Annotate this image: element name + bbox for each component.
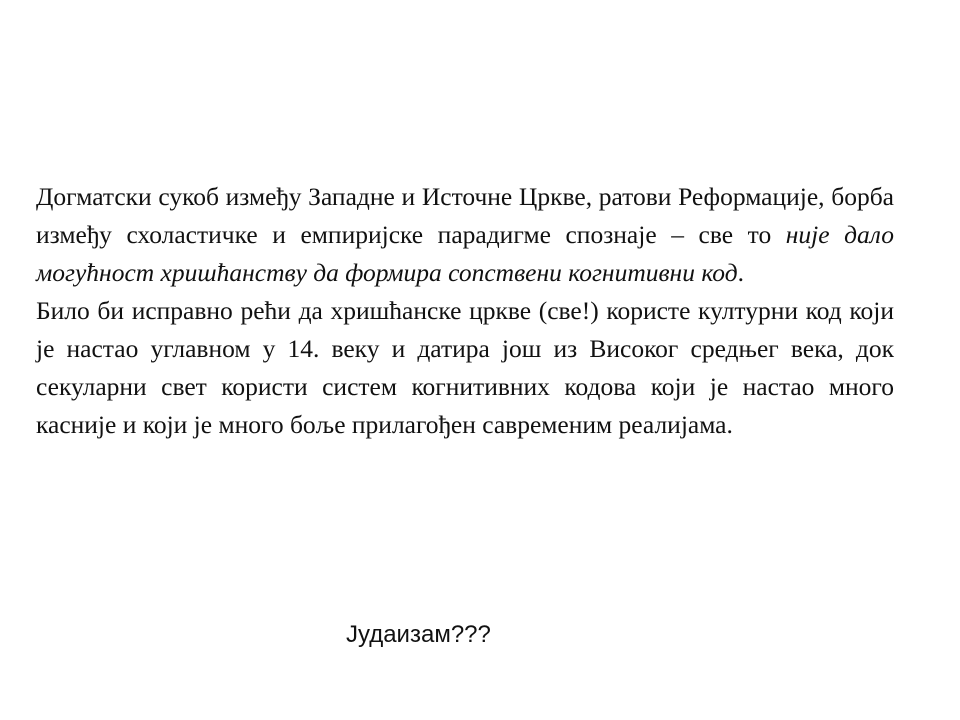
- slide-body-text: [36, 178, 894, 444]
- footnote-question: Јудаизам???: [346, 621, 491, 648]
- paragraph-1-end: .: [737, 258, 744, 287]
- paragraph-1-italic: није дало могућност хришћанству да формира сопствени когнитивни код: [36, 220, 894, 287]
- paragraph-1-plain: Догматски сукоб између Западне и Источне Цркве, ратови Реформације, борба између схоластичке и емпиријске парадигме спознаје – све то: [36, 182, 894, 249]
- paragraph-1: [36, 178, 894, 292]
- paragraph-2: Било би исправно рећи да хришћанске цркве (све!) користе културни код који је настао углавном у 14. веку и датира још из Високог средњег века, док секуларни свет користи систем когнитивних кодова који је настао много касније и који је много боље прилагођен савременим реалијама.: [36, 296, 894, 439]
